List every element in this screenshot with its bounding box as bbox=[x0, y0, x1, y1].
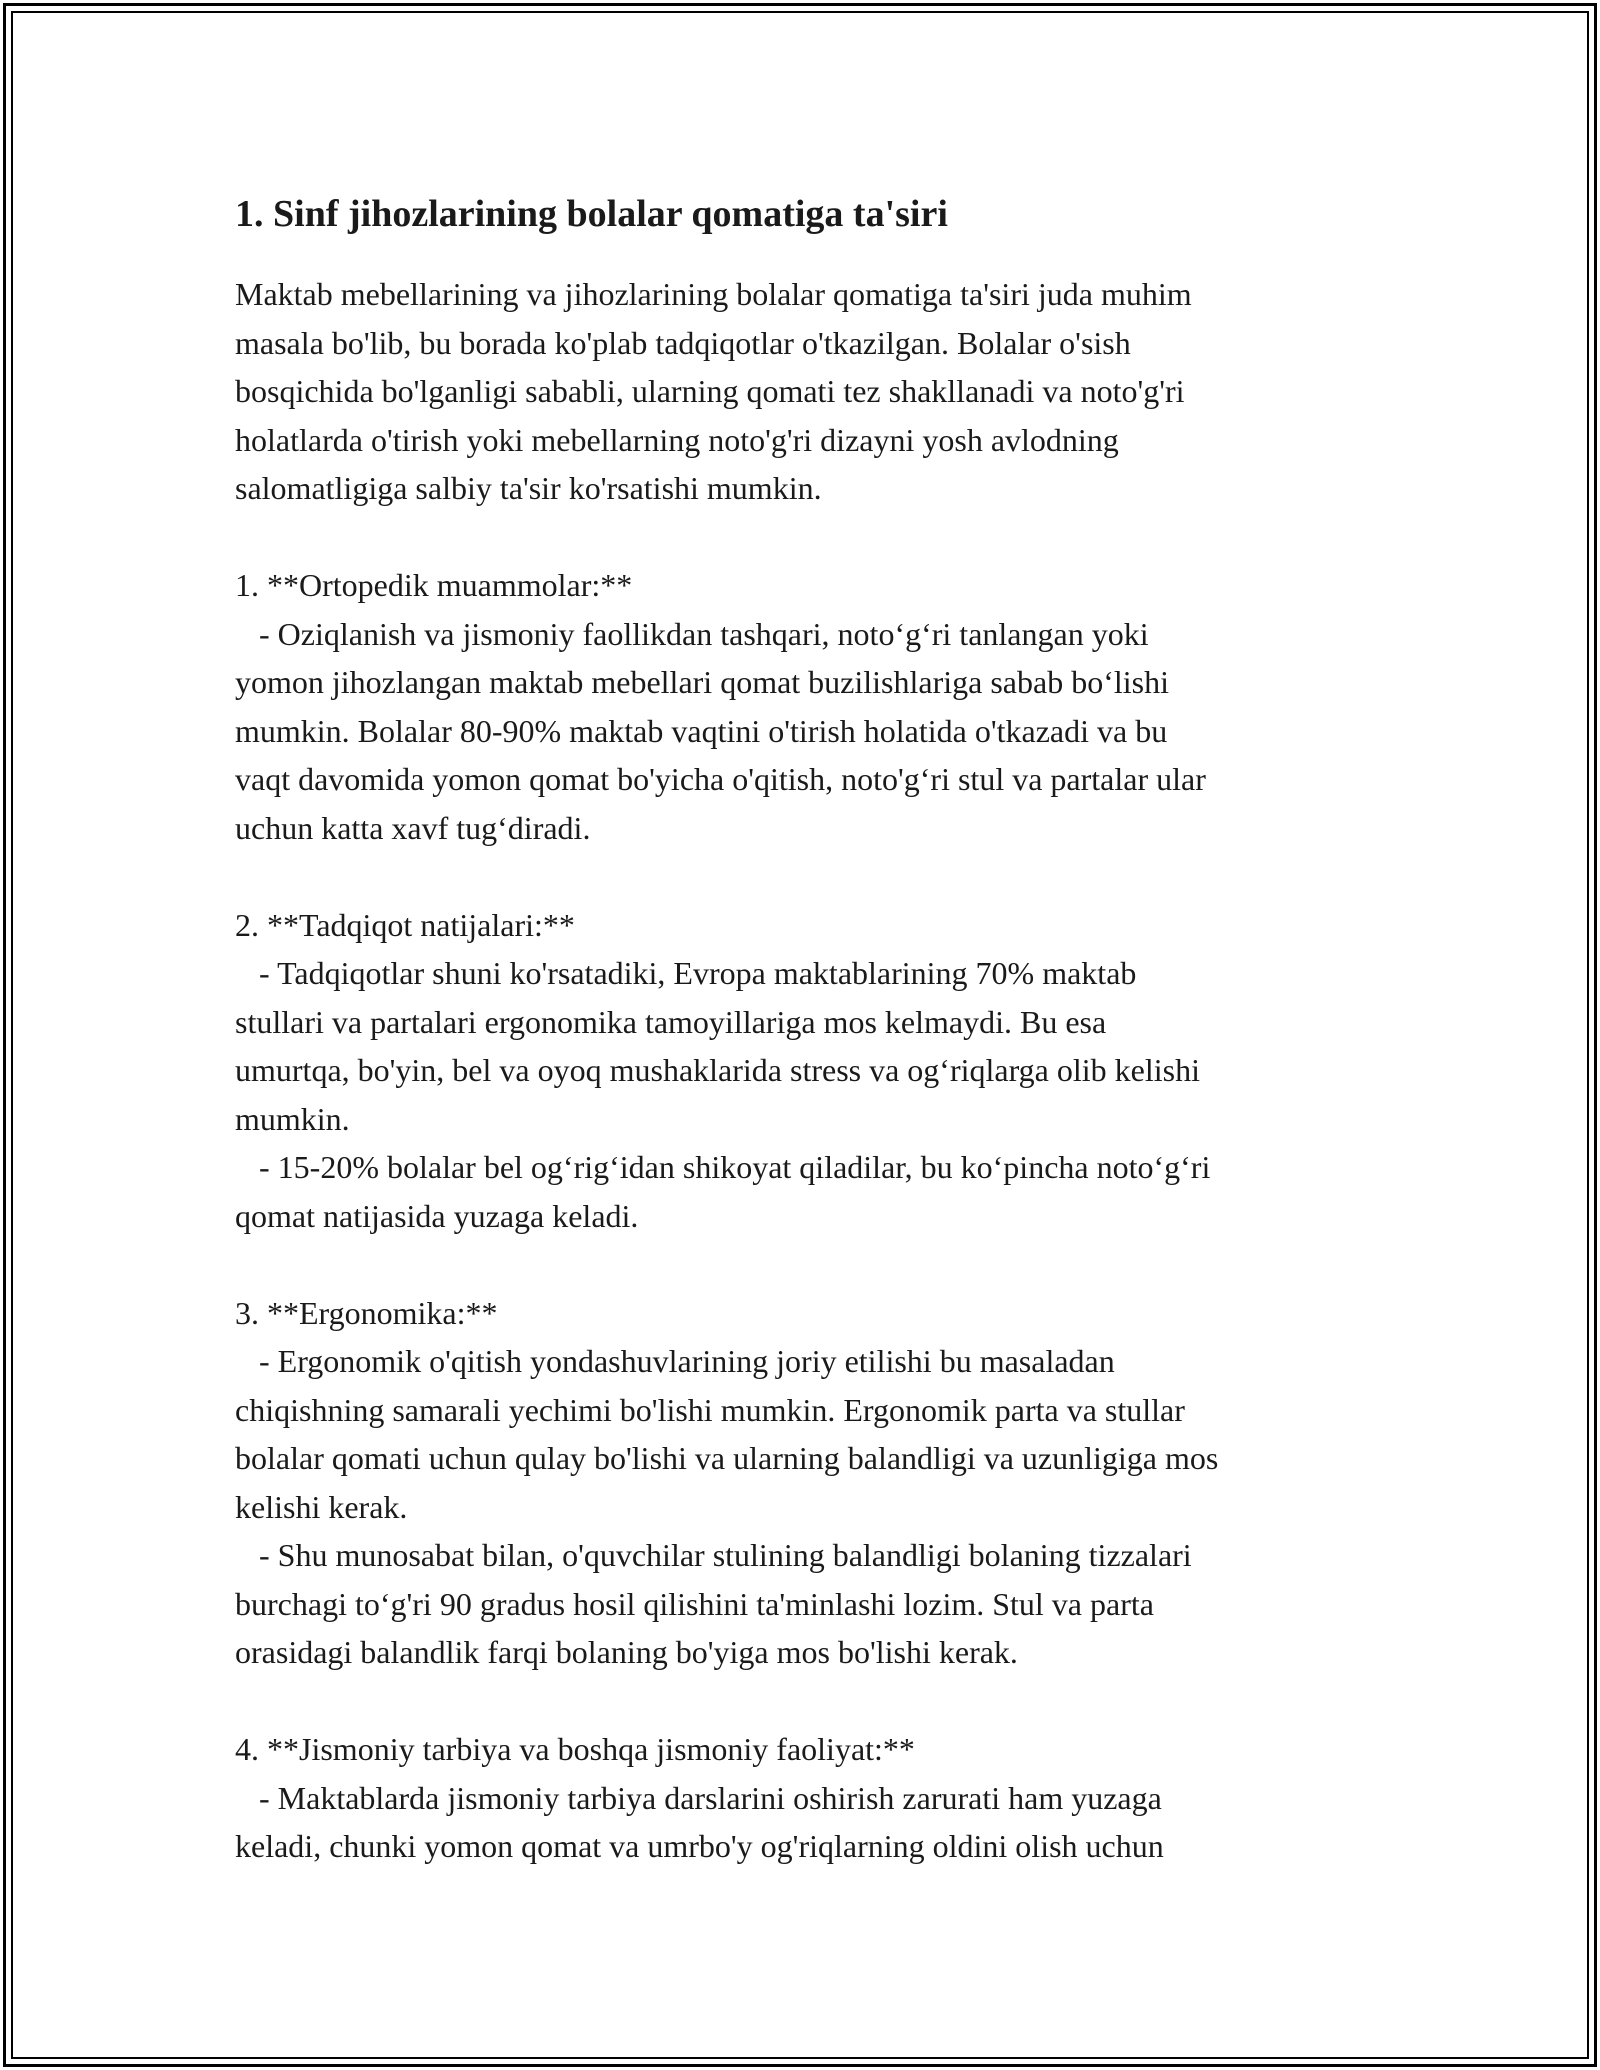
text-line: yomon jihozlangan maktab mebellari qomat buzilishlariga sabab bo‘lishi bbox=[235, 664, 1169, 700]
text-line: 2. **Tadqiqot natijalari:** bbox=[235, 906, 575, 943]
text-line: mumkin. bbox=[235, 1100, 350, 1137]
text-line: 1. **Ortopedik muammolar:** bbox=[235, 567, 633, 603]
text-line: mumkin. Bolalar 80-90% maktab vaqtini o'tirish holatida o'tkazadi va bu bbox=[235, 712, 1168, 749]
text-line: bolalar qomati uchun qulay bo'lishi va ularning balandligi va uzunligiga mos bbox=[235, 1440, 1219, 1476]
text-line: - Tadqiqotlar shuni ko'rsatadiki, Evropa maktablarining 70% maktab bbox=[235, 955, 1137, 991]
text-line: 4. **Jismoniy tarbiya va boshqa jismoniy faoliyat:** bbox=[235, 1731, 915, 1767]
text-line: 3. **Ergonomika:** bbox=[235, 1294, 498, 1331]
text-line: stullari va partalari ergonomika tamoyillariga mos kelmaydi. Bu esa bbox=[235, 1003, 1107, 1040]
text-line: vaqt davomida yomon qomat bo'yicha o'qitish, noto'g‘ri stul va partalar ular bbox=[235, 761, 1206, 797]
text-line: burchagi to‘g'ri 90 gradus hosil qilishini ta'minlashi lozim. Stul va parta bbox=[235, 1585, 1154, 1622]
text-line: - Maktablarda jismoniy tarbiya darslarini oshirish zarurati ham yuzaga bbox=[235, 1779, 1162, 1816]
blank-line bbox=[235, 852, 1375, 901]
text-line: - Shu munosabat bilan, o'quvchilar stulining balandligi bolaning tizzalari bbox=[235, 1537, 1192, 1573]
text-line: salomatligiga salbiy ta'sir ko'rsatishi mumkin. bbox=[235, 470, 822, 506]
document-title: 1. Sinf jihozlarining bolalar qomatiga ta'siri bbox=[235, 193, 948, 235]
text-line: - Ergonomik o'qitish yondashuvlarining joriy etilishi bu masaladan bbox=[235, 1343, 1115, 1379]
text-line: keladi, chunki yomon qomat va umrbo'y og'riqlarning oldini olish uchun bbox=[235, 1828, 1164, 1864]
text-line: qomat natijasida yuzaga keladi. bbox=[235, 1197, 639, 1234]
text-line: holatlarda o'tirish yoki mebellarning noto'g'ri dizayni yosh avlodning bbox=[235, 421, 1119, 458]
text-line: umurtqa, bo'yin, bel va oyoq mushaklarida stress va og‘riqlarga olib kelishi bbox=[235, 1052, 1200, 1088]
document-text bbox=[235, 270, 1375, 1871]
text-line: - Oziqlanish va jismoniy faollikdan tashqari, noto‘g‘ri tanlangan yoki bbox=[235, 615, 1149, 652]
text-line: masala bo'lib, bu borada ko'plab tadqiqotlar o'tkazilgan. Bolalar o'sish bbox=[235, 324, 1131, 361]
text-line: uchun katta xavf tug‘diradi. bbox=[235, 809, 591, 846]
text-line: - 15-20% bolalar bel og‘rig‘idan shikoyat qiladilar, bu ko‘pincha noto‘g‘ri bbox=[235, 1149, 1211, 1185]
blank-line bbox=[235, 1240, 1375, 1289]
blank-line bbox=[235, 513, 1375, 562]
blank-line bbox=[235, 1677, 1375, 1726]
document-body bbox=[235, 188, 1375, 1871]
text-line: orasidagi balandlik farqi bolaning bo'yiga mos bo'lishi kerak. bbox=[235, 1634, 1018, 1670]
text-line: chiqishning samarali yechimi bo'lishi mumkin. Ergonomik parta va stullar bbox=[235, 1391, 1185, 1428]
text-line: Maktab mebellarining va jihozlarining bolalar qomatiga ta'siri juda muhim bbox=[235, 276, 1192, 312]
text-line: bosqichida bo'lganligi sababli, ularning qomati tez shakllanadi va noto'g'ri bbox=[235, 373, 1185, 409]
text-line: kelishi kerak. bbox=[235, 1488, 408, 1525]
